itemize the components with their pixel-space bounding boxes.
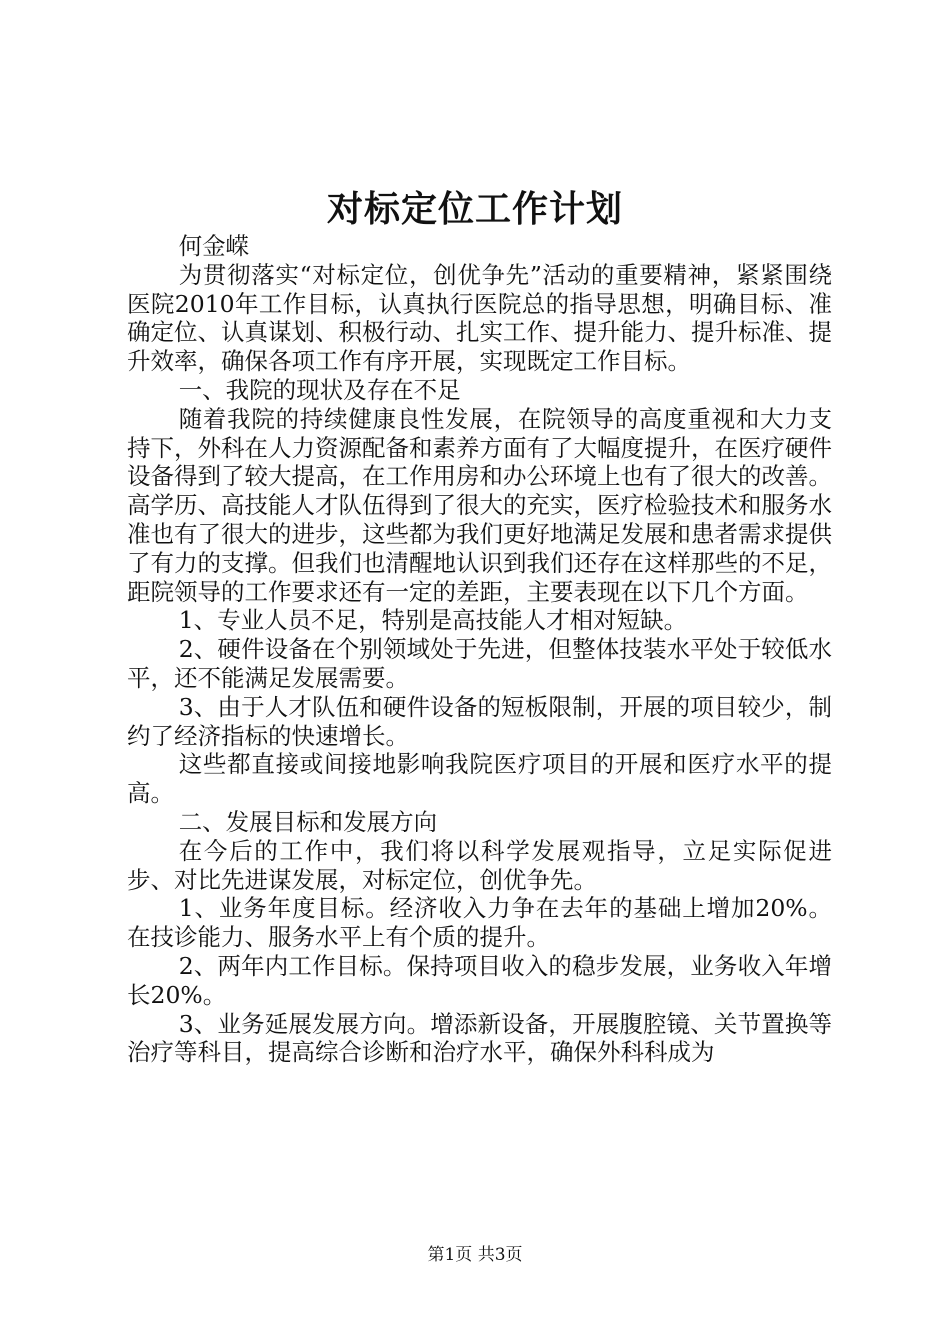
list-item: 1、专业人员不足，特别是高技能人才相对短缺。 — [178, 606, 688, 635]
document-body — [127, 232, 832, 1067]
paragraph: 随着我院的持续健康良性发展，在院领导的高度重视和大力支持下，外科在人力资源配备和素养方面有了大幅度提升，在医疗硬件设备得到了较大提高，在工作用房和办公环境上也有了很大的改善。高学历、高技能人才队伍得到了很大的充实，医疗检验技术和服务水准也有了很大的进步，这些都为我们更好地满足发展和患者需求提供了有力的支撑。但我们也清醒地认识到我们还存在这样那些的不足，距院领导的工作要求还有一定的差距，主要表现在以下几个方面。 — [127, 404, 832, 606]
author-name: 何金嵘 — [178, 232, 250, 260]
list-item: 1、业务年度目标。经济收入力争在去年的基础上增加20%。在技诊能力、服务水平上有个质的提升。 — [127, 894, 832, 952]
page-number: 第1页 共3页 — [427, 1245, 523, 1265]
list-item: 2、两年内工作目标。保持项目收入的稳步发展，业务收入年增长20%。 — [127, 951, 832, 1009]
list-item: 2、硬件设备在个别领域处于先进，但整体技装水平处于较低水平，还不能满足发展需要。 — [127, 635, 832, 692]
paragraph: 在今后的工作中，我们将以科学发展观指导，立足实际促进步、对比先进谋发展，对标定位，创优争先。 — [127, 836, 832, 894]
section-heading: 二、发展目标和发展方向 — [178, 807, 438, 836]
section-heading: 一、我院的现状及存在不足 — [178, 375, 461, 404]
document-title: 对标定位工作计划 — [326, 188, 623, 230]
list-item: 3、由于人才队伍和硬件设备的短板限制，开展的项目较少，制约了经济指标的快速增长。 — [127, 692, 832, 750]
paragraph: 这些都直接或间接地影响我院医疗项目的开展和医疗水平的提高。 — [127, 750, 832, 808]
list-item: 3、业务延展发展方向。增添新设备，开展腹腔镜、关节置换等治疗等科目，提高综合诊断和治疗水平，确保外科科成为 — [127, 1009, 832, 1067]
paragraph: 为贯彻落实“对标定位，创优争先”活动的重要精神，紧紧围绕医院2010年工作目标，认真执行医院总的指导思想，明确目标、准确定位、认真谋划、积极行动、扎实工作、提升能力、提升标准、提升效率，确保各项工作有序开展，实现既定工作目标。 — [127, 260, 832, 376]
